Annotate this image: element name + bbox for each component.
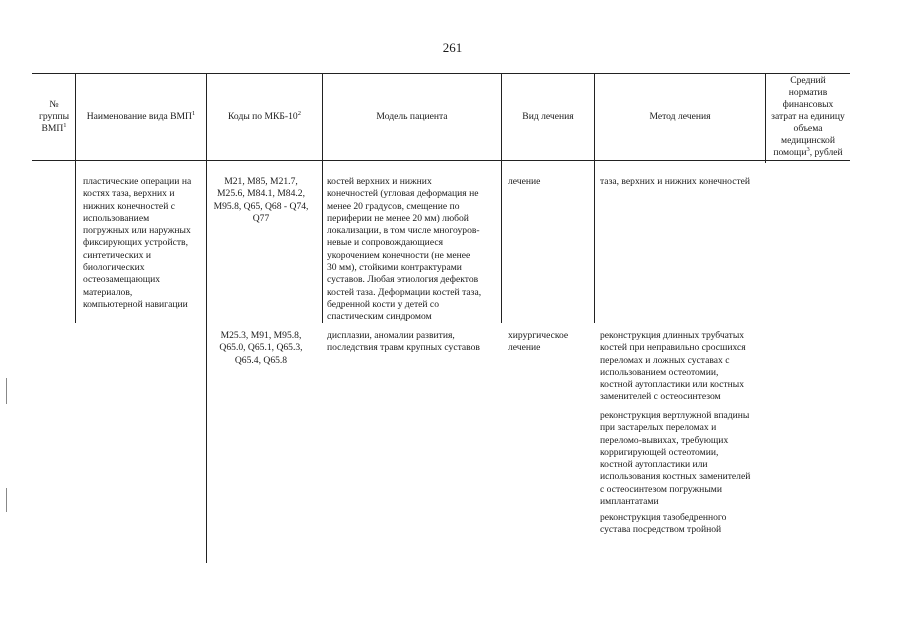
row2-method-2: реконструкция вертлужной впадины при застарелых переломах и переломо-вывихах, требующих корригирующей остеотомии, костной аутопластики или использования костных заменителей с остеосинтезом погружными имплантатами xyxy=(600,410,751,508)
page-number: 261 xyxy=(442,40,463,55)
header-treatment-method-text: Метод лечения xyxy=(649,111,711,122)
footnote-mark: 3 xyxy=(806,145,810,153)
header-treatment-type-text: Вид лечения xyxy=(522,111,574,122)
row1-treatment-method: таза, верхних и нижних конечностей xyxy=(600,176,751,187)
header-patient-model-text: Модель пациента xyxy=(376,111,448,122)
header-icd-codes xyxy=(207,74,322,160)
row2-icd-codes: M25.3, M91, M95.8, Q65.0, Q65.1, Q65.3, Q65.4, Q65.8 xyxy=(219,330,303,366)
row2-method-3: реконструкция тазобедренного сустава посредством тройной xyxy=(600,512,727,536)
header-vmp-name xyxy=(76,74,206,160)
header-icd-codes-text: Коды по МКБ-10 xyxy=(228,111,298,122)
row1-icd-codes: M21, M85, M21.7, M25.6, M84.1, M84.2, M95.8, Q65, Q68 - Q74, Q77 xyxy=(213,176,309,224)
header-group-number xyxy=(33,74,75,160)
header-treatment-method xyxy=(595,74,765,160)
row1-treatment-type: лечение xyxy=(508,176,541,187)
header-patient-model xyxy=(323,74,501,160)
header-vmp-name-text: Наименование вида ВМП xyxy=(86,111,192,122)
footnote-mark: 1 xyxy=(63,121,67,129)
footnote-mark: 2 xyxy=(297,109,301,117)
header-average-cost-unit: , рублей xyxy=(809,147,843,158)
row2-patient-model: дисплазии, аномалии развития, последствия травм крупных суставов xyxy=(327,330,480,354)
header-treatment-type xyxy=(502,74,594,160)
header-average-cost-text: Средний норматив финансовых затрат на единицу объема медицинской помощи xyxy=(771,75,845,158)
header-average-cost xyxy=(766,74,850,160)
header-bottom-rule xyxy=(32,160,850,161)
row1-patient-model: костей верхних и нижних конечностей (угловая деформация не менее 20 градусов, смещение по периферии не менее 20 мм) любой локализации, в том числе многоуров- невые и сопровождающиеся укорочением конечности (не менее 30 мм), стойкими контрактурами суставов. Любая этиология дефектов костей таза. Деформации костей таза, бедренной кости у детей со спастическим синдромом xyxy=(327,176,482,323)
scan-mark xyxy=(6,378,7,404)
footnote-mark: 1 xyxy=(191,109,196,117)
row1-vmp-name: пластические операции на костях таза, верхних и нижних конечностей с использованием погружных или наружных фиксирующих устройств, синтетических и биологических остеозамещающих материалов, компьютерной навигации xyxy=(83,176,192,310)
row2-treatment-type: хирургическое лечение xyxy=(508,330,569,354)
scan-mark xyxy=(6,488,7,512)
header-group-number-text: № группы ВМП xyxy=(38,99,70,134)
row2-method-1: реконструкция длинных трубчатых костей при неправильно сросшихся переломах и ложных суставах с использованием остеотомии, костной аутопластики или костных заменителей с остеосинтезом xyxy=(600,330,746,403)
